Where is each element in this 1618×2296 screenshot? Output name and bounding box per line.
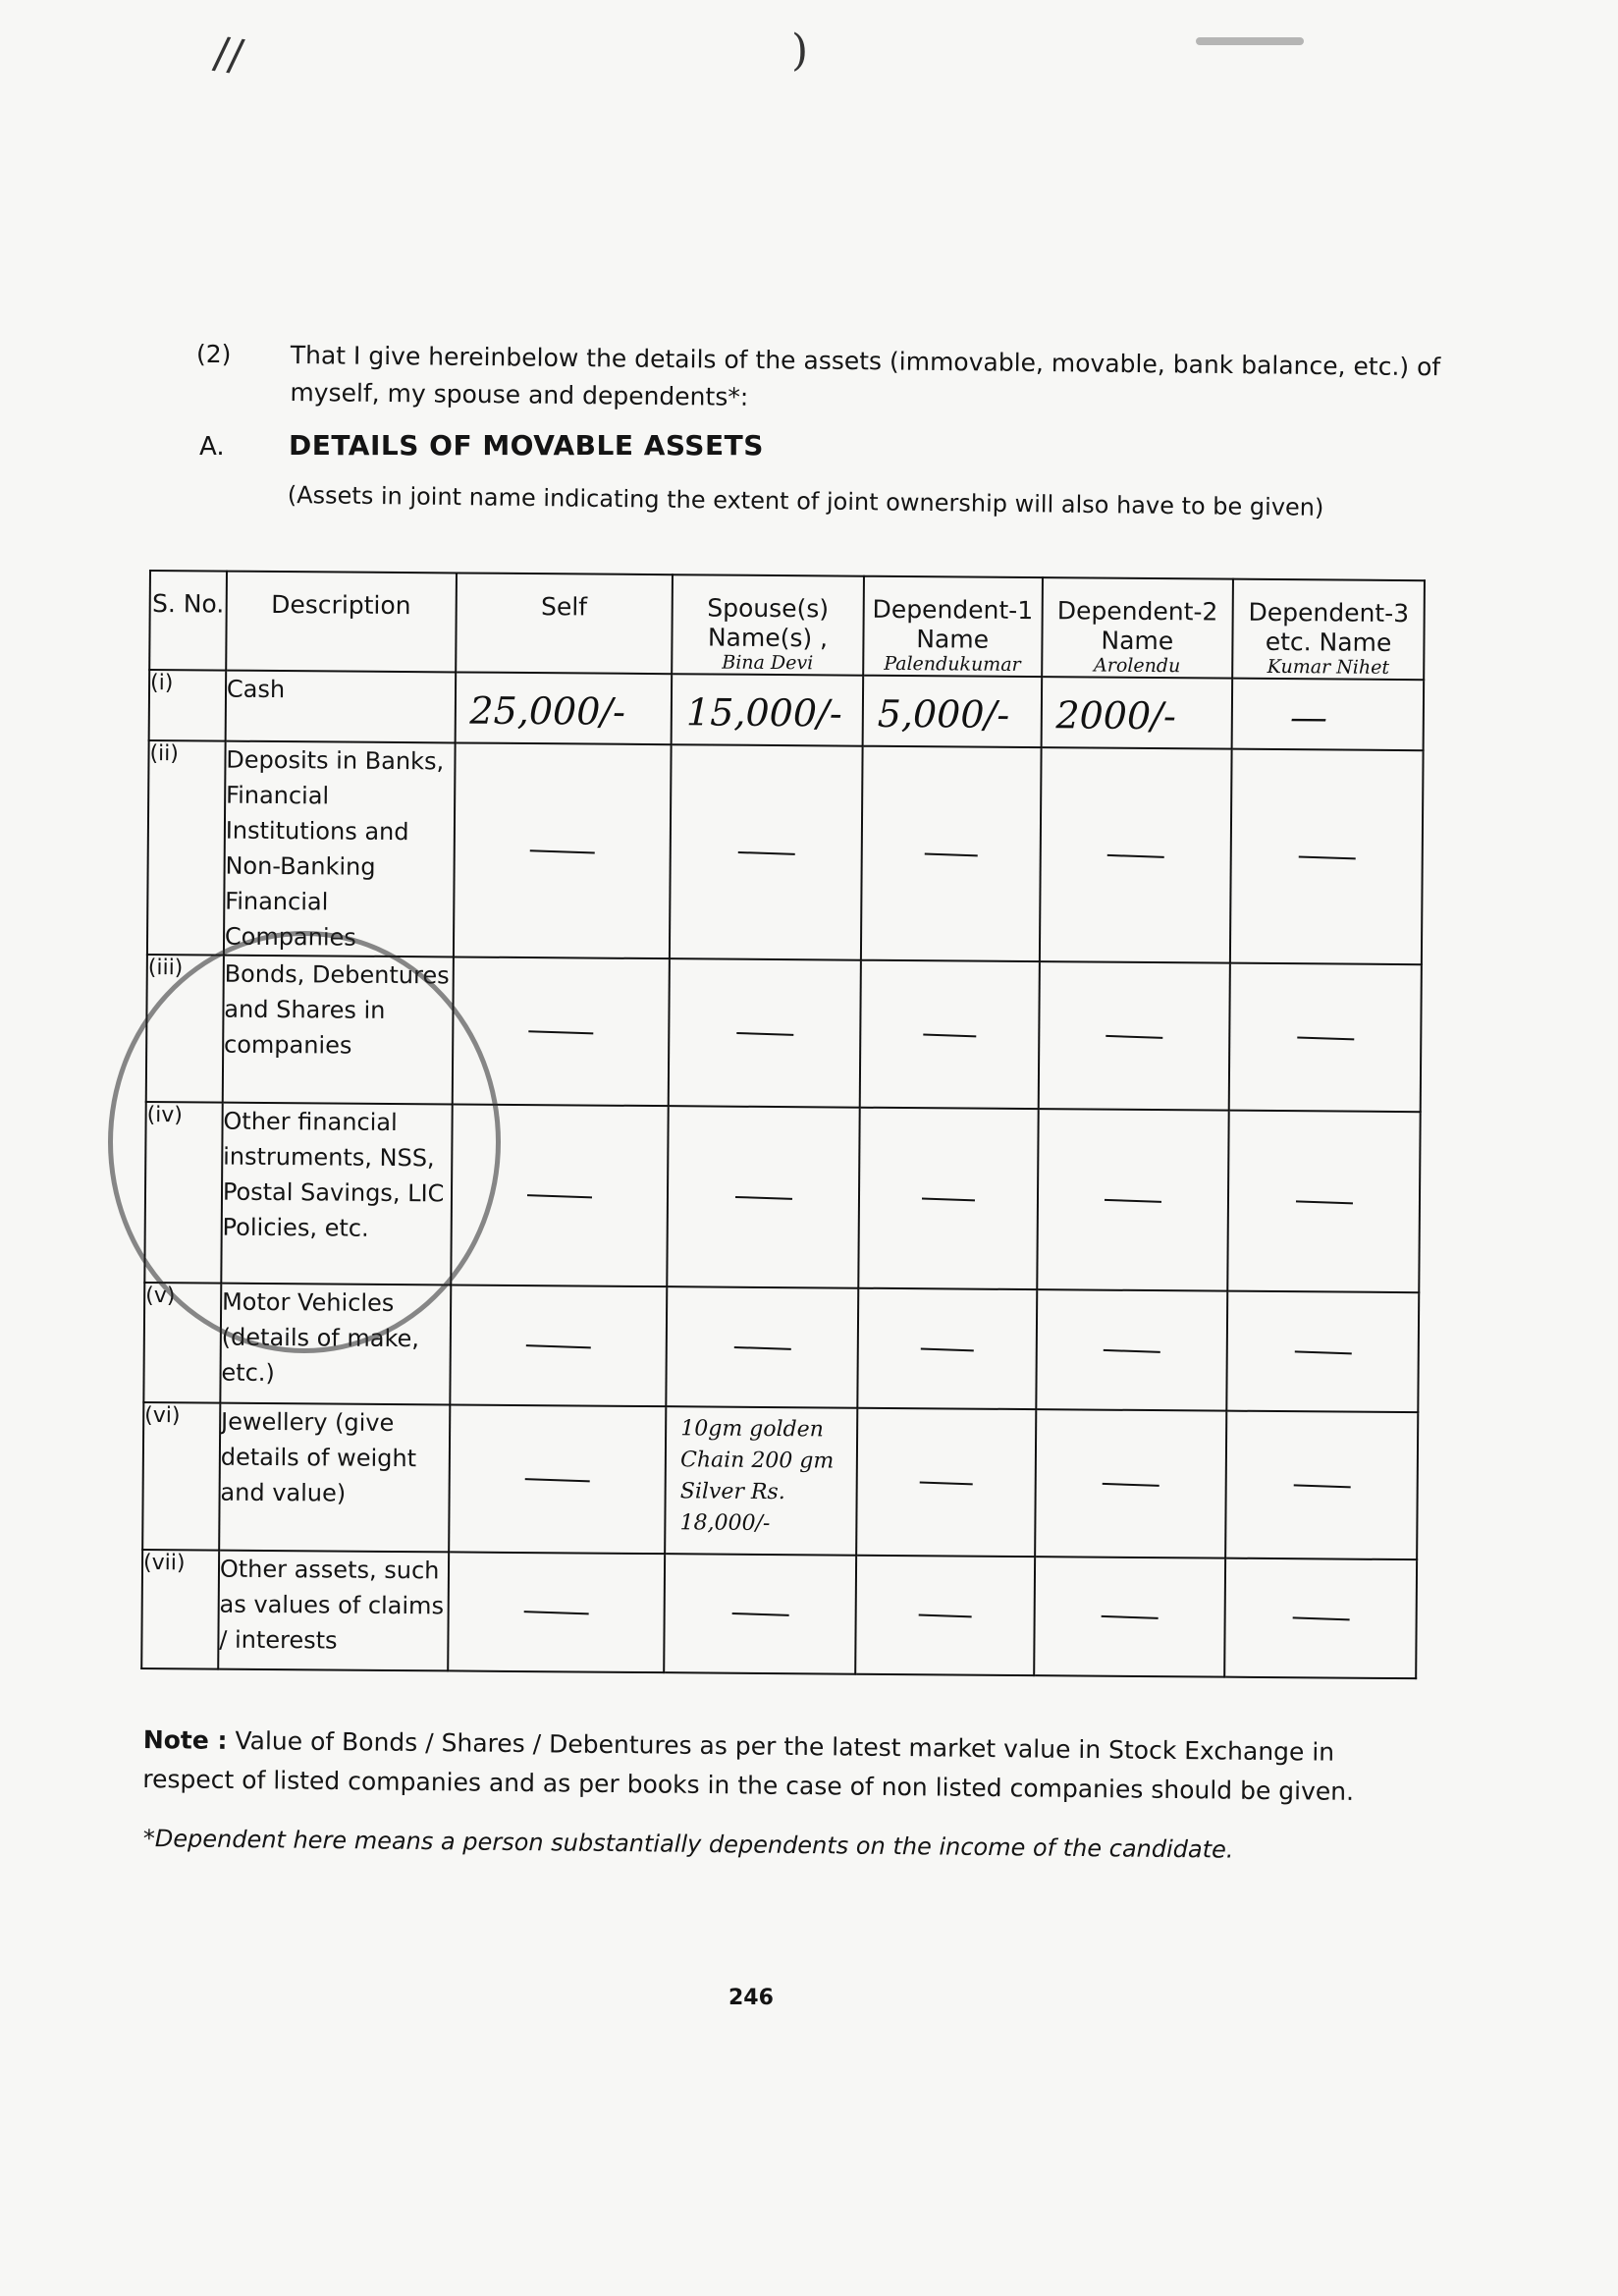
row-sno: (i) [149,670,226,741]
nil-dash [922,1198,975,1202]
note-label: Note : [142,1724,228,1755]
header-dependent-3-label: Dependent-3 etc. Name [1248,597,1410,657]
scan-smudge-top-right [1196,37,1304,45]
row-description: Other assets, such as values of claims / interests [218,1550,449,1670]
nil-dash [527,1195,592,1199]
row-sno: (iii) [146,955,224,1103]
cell-dependent-3 [1225,1410,1418,1559]
section-letter: A. [199,432,225,462]
cell-dependent-2 [1038,961,1230,1111]
cell-self [449,1404,667,1554]
nil-dash [1294,1350,1351,1354]
scan-mark-top-center: ) [791,26,809,76]
cell-spouse [664,1554,856,1674]
cell-dependent-1 [858,1108,1038,1289]
cell-dependent-3 [1227,1291,1420,1412]
header-spouse [672,574,863,675]
section-note: (Assets in joint name indicating the extent of joint ownership will also have to be given) [287,481,1324,521]
intro-text: That I give hereinbelow the details of the assets (immovable, movable, bank balance, etc.) of myself, my spouse and dependents*: [290,340,1441,411]
row-description: Deposits in Banks, Financial Institutions and Non-Banking Financial Companies [224,741,455,957]
cell-spouse [670,744,862,960]
header-self: Self [456,573,673,673]
nil-dash [1104,1349,1160,1353]
section-title: DETAILS OF MOVABLE ASSETS [289,429,764,462]
nil-dash [736,1032,793,1036]
header-dependent-3 [1232,579,1425,680]
row-sno: (vii) [141,1550,219,1669]
nil-dash [1298,856,1355,860]
intro-number: (2) [196,340,232,368]
dependent-footnote: *Dependent here means a person substantially dependents on the income of the candidate. [142,1825,1234,1864]
row-sno: (ii) [147,740,226,956]
cell-self [450,1285,668,1406]
nil-dash [735,1196,792,1200]
page-number: 246 [728,1986,774,2010]
nil-dash [1105,1199,1161,1203]
cell-self [455,672,672,744]
cell-dependent-2 [1037,1110,1229,1292]
cell-dependent-2 [1035,1409,1227,1558]
cell-dependent-3 [1230,749,1423,965]
handwritten-spouse-name: Bina Devi [722,651,814,675]
cell-dependent-3 [1224,1558,1417,1678]
header-dependent-2 [1042,577,1233,678]
cell-dependent-1 [861,746,1041,961]
note-block [142,1721,1390,1812]
nil-dash [918,1614,971,1618]
handwritten-value: 2000/- [1055,692,1176,738]
scan-mark-top-left: // [210,27,247,82]
cell-spouse [672,674,863,746]
cell-dependent-1 [860,960,1040,1110]
table-row [147,740,1424,964]
nil-dash [1106,1035,1162,1039]
header-dependent-1 [863,576,1043,677]
official-stamp-seal [108,931,501,1353]
handwritten-dependent-1-name: Palendukumar [884,652,1021,676]
nil-dash [1107,854,1164,858]
nil-dash [1293,1484,1350,1488]
nil-dash [1292,1617,1349,1621]
cell-dependent-1 [862,675,1041,747]
cell-dependent-3 [1229,963,1422,1113]
header-sno: S. No. [149,571,227,670]
cell-self [453,743,671,959]
cell-spouse [667,1107,859,1289]
cell-dependent-2 [1034,1557,1226,1677]
cell-dependent-2 [1036,1290,1228,1411]
nil-dash [530,849,595,853]
row-sno: (vi) [142,1402,220,1551]
cell-dependent-3 [1228,1111,1421,1293]
table-row [141,1550,1417,1678]
row-sno: (v) [143,1283,221,1402]
nil-dash [919,1481,972,1485]
nil-dash [924,853,977,857]
nil-dash [1103,1483,1160,1487]
handwritten-value: 5,000/- [877,691,1010,737]
header-description: Description [226,572,456,672]
nil-dash [1297,1037,1354,1041]
table-row [149,670,1425,751]
table-header-row [149,571,1425,680]
nil-dash [731,1613,788,1616]
cell-spouse [669,958,861,1108]
handwritten-dependent-2-name: Arolendu [1093,654,1181,678]
nil-dash [526,1344,591,1348]
cell-self [448,1552,666,1672]
nil-dash [524,1612,589,1615]
nil-dash [737,851,794,855]
row-description: Bonds, Debentures and Shares in companies [223,956,454,1105]
cell-dependent-3 [1232,678,1424,750]
cell-dependent-1 [857,1288,1037,1409]
nil-dash [528,1031,593,1035]
row-description: Other financial instruments, NSS, Postal Savings, LIC Policies, etc. [221,1103,452,1285]
row-description: Motor Vehicles (details of make, etc.) [220,1284,451,1404]
header-dependent-1-label: Dependent-1 Name [872,594,1034,654]
nil-dash [923,1034,976,1038]
cell-dependent-2 [1039,747,1231,963]
handwritten-dependent-3-name: Kumar Nihet [1267,655,1390,679]
cell-dependent-1 [856,1407,1036,1557]
handwritten-value: — [1289,694,1328,738]
cell-spouse [665,1406,857,1556]
handwritten-value: 15,000/- [685,689,842,736]
nil-dash [921,1347,974,1351]
row-description: Jewellery (give details of weight and value) [219,1402,450,1552]
table-row [142,1402,1418,1559]
handwritten-jewellery-note: 10gm golden Chain 200 gm Silver Rs. 18,000/- [679,1415,835,1536]
cell-dependent-2 [1041,677,1232,749]
row-description: Cash [226,670,456,743]
nil-dash [1102,1615,1159,1619]
cell-dependent-1 [855,1555,1035,1675]
header-spouse-label: Spouse(s) Name(s) , [707,593,830,653]
header-dependent-2-label: Dependent-2 Name [1056,596,1218,656]
note-text: Value of Bonds / Shares / Debentures as per the latest market value in Stock Exchange in respect of listed companies and as per books in the case of non listed companies should be given. [142,1725,1355,1806]
nil-dash [525,1478,590,1482]
row-sno: (iv) [144,1102,222,1284]
nil-dash [1296,1201,1353,1205]
nil-dash [733,1346,790,1350]
handwritten-value: 25,000/- [469,688,626,734]
cell-spouse [666,1287,858,1408]
